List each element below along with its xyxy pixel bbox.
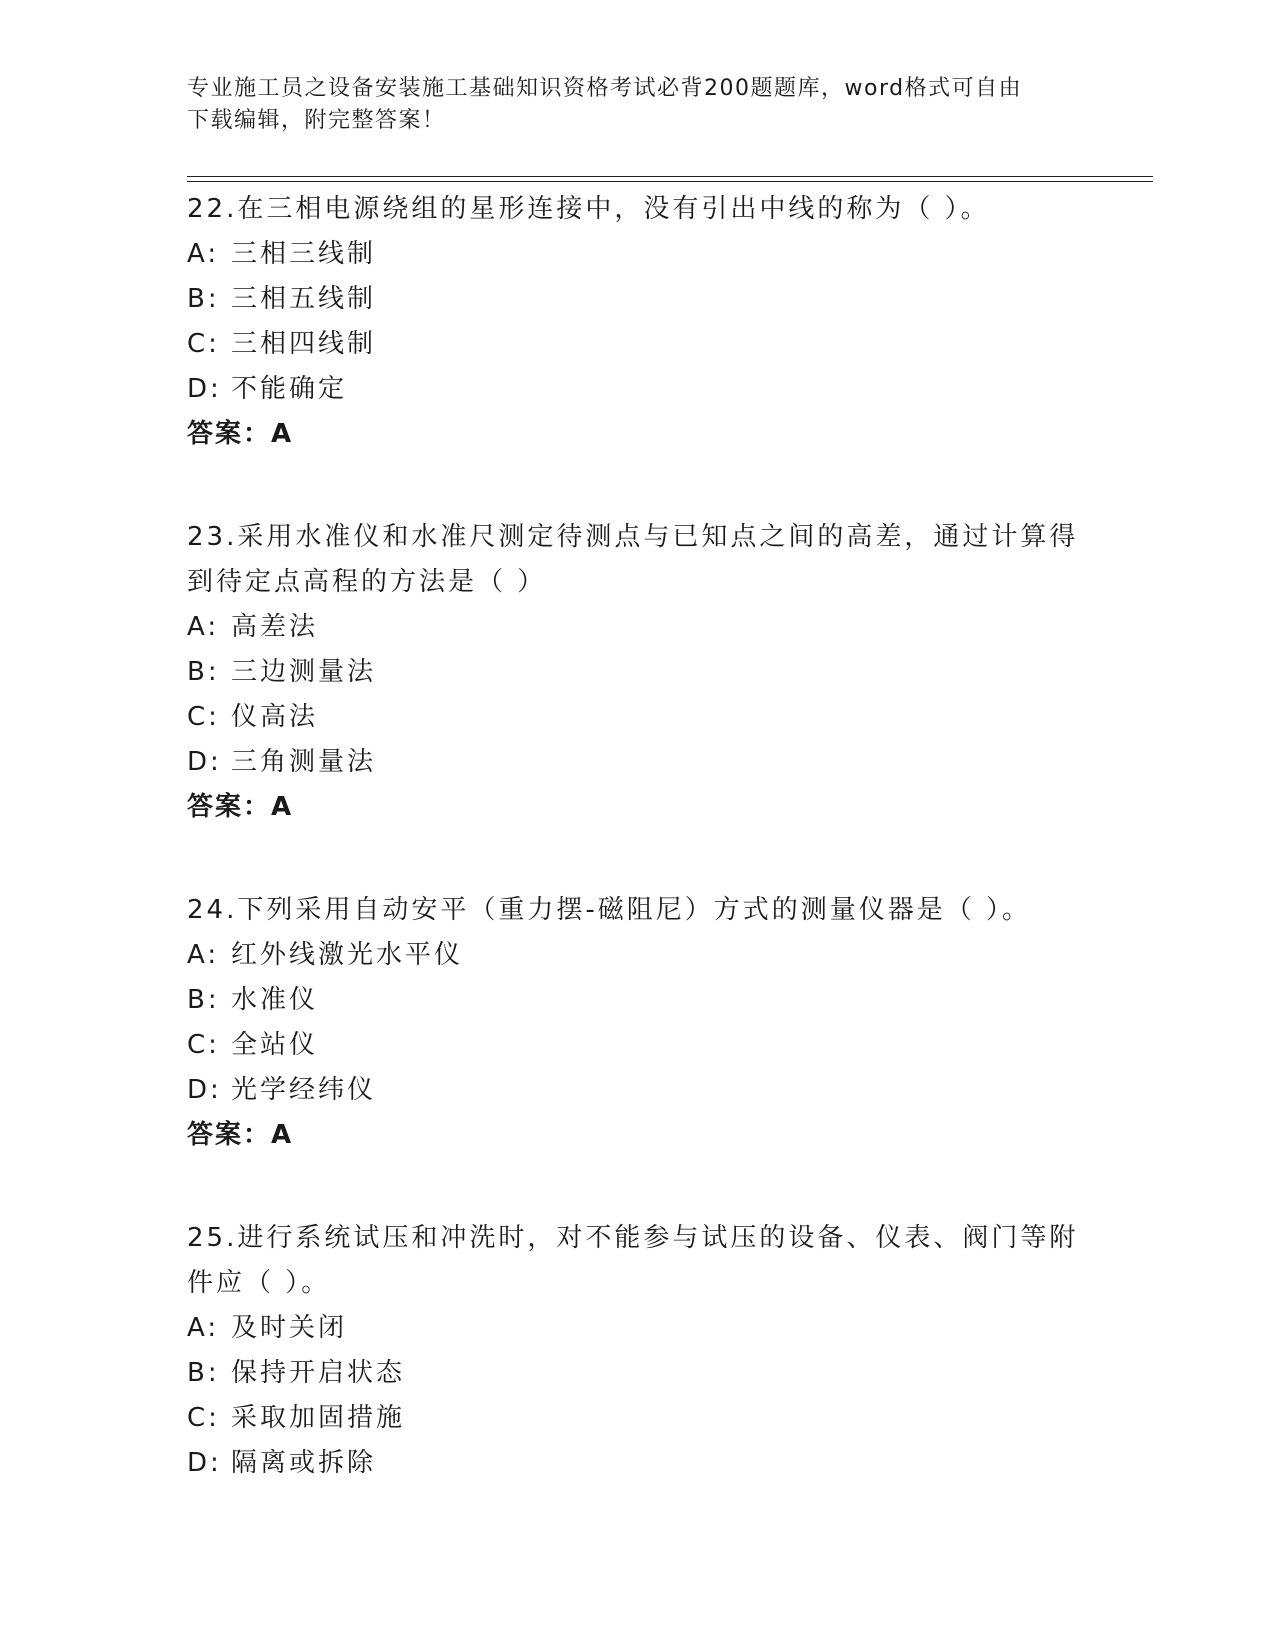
question-stem: 24.下列采用自动安平（重力摆-磁阻尼）方式的测量仪器是（ ）。 [187, 895, 1031, 925]
option-text: 高差法 [231, 612, 319, 642]
option-text: 三角测量法 [231, 747, 377, 777]
option-key: C: [187, 1030, 220, 1060]
answer: 答案：A [187, 1120, 294, 1150]
answer: 答案：A [187, 792, 294, 822]
question-stem-line-1: 25.进行系统试压和冲洗时，对不能参与试压的设备、仪表、阀门等附 [187, 1223, 1079, 1253]
option-key: B: [187, 1358, 220, 1388]
option-b [187, 650, 1087, 695]
question-22 [187, 187, 1087, 457]
option-a [187, 232, 1087, 277]
option-text: 红外线激光水平仪 [231, 940, 464, 970]
option-c [187, 695, 1087, 740]
option-text: 三边测量法 [231, 657, 377, 687]
option-text: 三相四线制 [231, 329, 377, 359]
header-line-2: 下载编辑，附完整答案！ [187, 108, 446, 133]
option-d [187, 1068, 1087, 1113]
document-header [187, 73, 1067, 137]
option-text: 隔离或拆除 [231, 1448, 377, 1478]
option-text: 三相三线制 [231, 239, 377, 269]
option-key: D: [187, 1448, 222, 1478]
option-key: D: [187, 374, 222, 404]
option-key: C: [187, 329, 220, 359]
question-23 [187, 515, 1087, 830]
option-b [187, 1351, 1087, 1396]
option-text: 三相五线制 [231, 284, 377, 314]
option-key: C: [187, 1403, 220, 1433]
option-key: B: [187, 657, 220, 687]
option-c [187, 322, 1087, 367]
question-stem: 22.在三相电源绕组的星形连接中，没有引出中线的称为（ ）。 [187, 194, 990, 224]
option-text: 及时关闭 [231, 1313, 348, 1343]
option-d [187, 1441, 1087, 1486]
header-line-1: 专业施工员之设备安装施工基础知识资格考试必背200题题库，word格式可自由 [187, 76, 1023, 101]
option-key: D: [187, 747, 222, 777]
question-stem-line-2: 件应（ ）。 [187, 1268, 331, 1298]
header-divider-bottom [187, 181, 1153, 182]
option-a [187, 605, 1087, 650]
option-key: B: [187, 985, 220, 1015]
option-key: B: [187, 284, 220, 314]
option-text: 仪高法 [231, 702, 319, 732]
option-b [187, 277, 1087, 322]
option-key: A: [187, 612, 220, 642]
question-list [187, 187, 1087, 1544]
option-key: D: [187, 1075, 222, 1105]
answer: 答案：A [187, 419, 294, 449]
option-key: A: [187, 239, 220, 269]
option-c [187, 1023, 1087, 1068]
option-key: A: [187, 1313, 220, 1343]
question-24 [187, 888, 1087, 1158]
option-a [187, 933, 1087, 978]
question-25 [187, 1216, 1087, 1486]
option-d [187, 740, 1087, 785]
question-stem-line-2: 到待定点高程的方法是（ ） [187, 567, 547, 597]
header-divider-top [187, 176, 1153, 177]
option-b [187, 978, 1087, 1023]
question-stem-line-1: 23.采用水准仪和水准尺测定待测点与已知点之间的高差，通过计算得 [187, 522, 1079, 552]
option-text: 全站仪 [231, 1030, 319, 1060]
option-text: 不能确定 [231, 374, 348, 404]
option-key: A: [187, 940, 220, 970]
option-text: 采取加固措施 [231, 1403, 406, 1433]
option-text: 保持开启状态 [231, 1358, 406, 1388]
option-d [187, 367, 1087, 412]
option-key: C: [187, 702, 220, 732]
option-text: 水准仪 [231, 985, 319, 1015]
option-text: 光学经纬仪 [231, 1075, 377, 1105]
option-a [187, 1306, 1087, 1351]
option-c [187, 1396, 1087, 1441]
